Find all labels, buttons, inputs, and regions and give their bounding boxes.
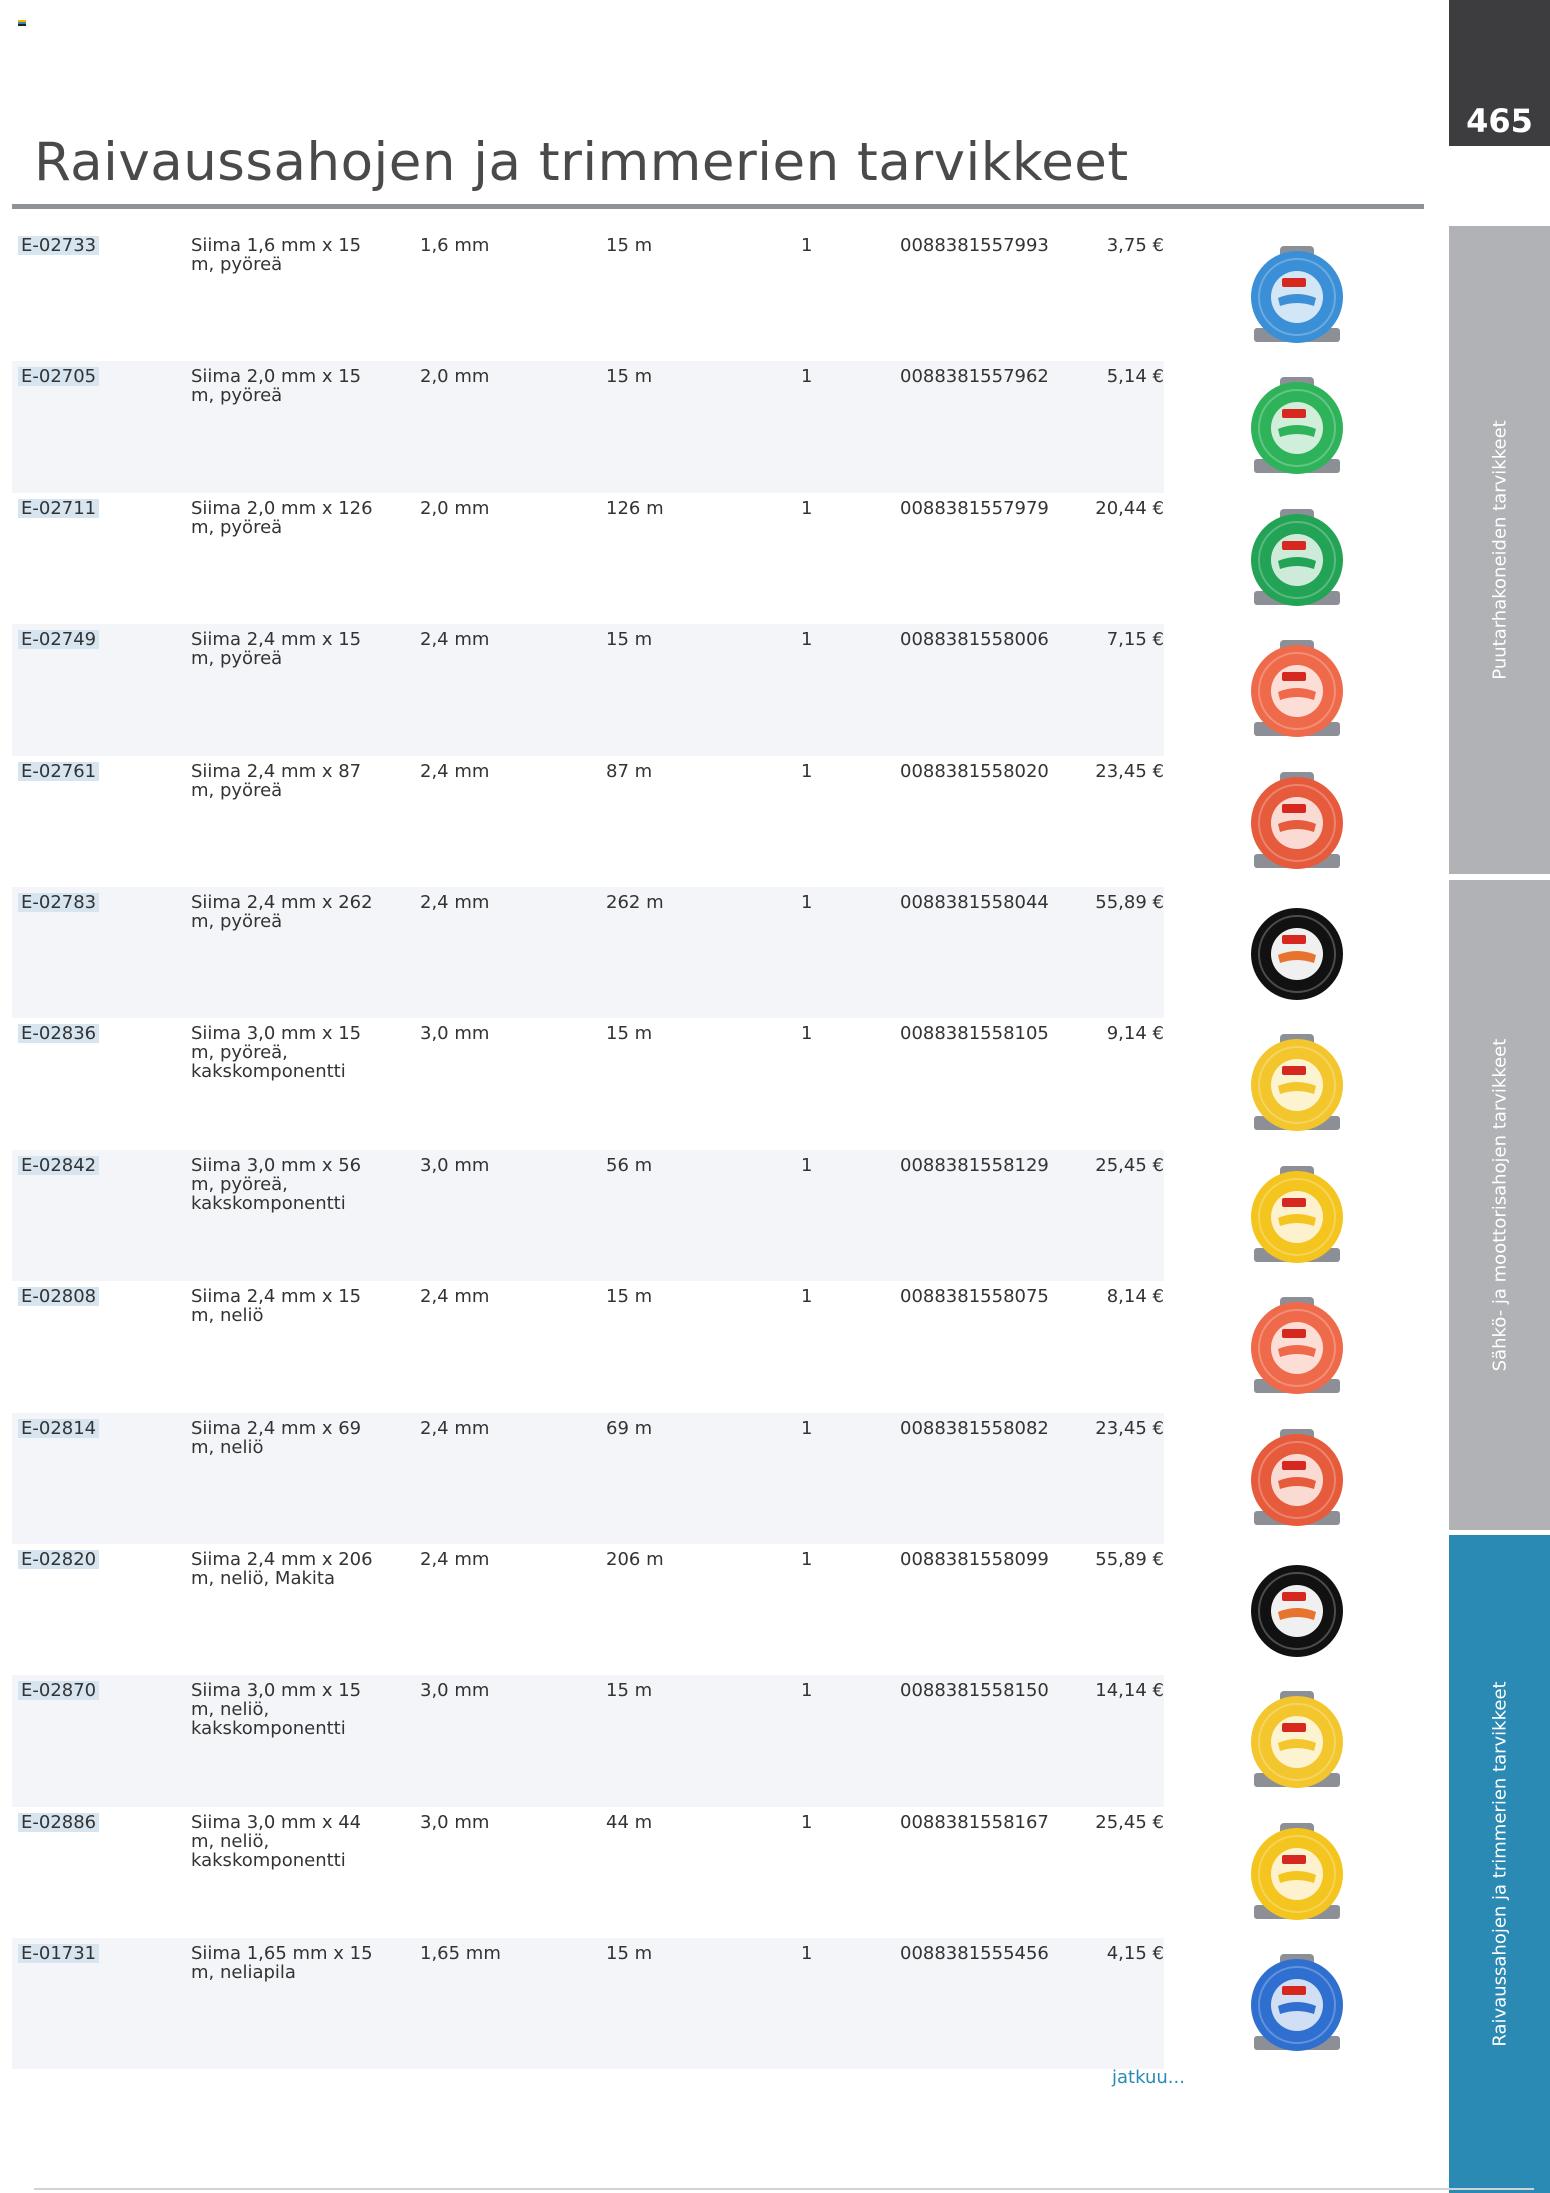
package-quantity: 1: [801, 1943, 813, 1965]
product-code: E-01731: [18, 1944, 99, 1963]
table-row: [12, 1150, 1164, 1281]
page-title: Raivaussahojen ja trimmerien tarvikkeet: [34, 132, 1129, 193]
product-price: 8,14 €: [1106, 1286, 1164, 1308]
table-row: [12, 1413, 1164, 1544]
ean-code: 0088381558075: [900, 1286, 1049, 1308]
package-quantity: 1: [801, 1286, 813, 1308]
product-price: 9,14 €: [1106, 1023, 1164, 1045]
corner-color-mark: [18, 20, 26, 26]
table-row: [12, 887, 1164, 1018]
line-diameter: 1,65 mm: [420, 1943, 501, 1965]
package-quantity: 1: [801, 629, 813, 651]
product-price: 14,14 €: [1095, 1680, 1164, 1702]
line-diameter: 2,4 mm: [420, 891, 490, 913]
side-tab-label: Puutarhakoneiden tarvikkeet: [1489, 420, 1510, 680]
product-price: 3,75 €: [1106, 235, 1164, 256]
line-diameter: 3,0 mm: [420, 1154, 490, 1176]
product-code: E-02733: [18, 236, 99, 255]
trimmer-line-spool-image: [1242, 636, 1352, 746]
product-price: 5,14 €: [1106, 366, 1164, 388]
product-description: Siima 3,0 mm x 15 m, pyöreä, kakskomponentti: [191, 1023, 362, 1083]
line-length: 15 m: [606, 1286, 653, 1308]
trimmer-line-spool-image: [1242, 1819, 1352, 1929]
line-diameter: 2,4 mm: [420, 1548, 490, 1570]
table-row: [12, 230, 1164, 361]
ean-code: 0088381558044: [900, 891, 1049, 913]
product-code: E-02870: [18, 1681, 99, 1700]
table-row: [12, 624, 1164, 755]
ean-code: 0088381557962: [900, 366, 1049, 388]
trimmer-line-spool-image: [1242, 768, 1352, 878]
side-tab-label: Raivaussahojen ja trimmerien tarvikkeet: [1489, 1681, 1510, 2047]
product-code: E-02711: [18, 499, 99, 518]
ean-code: 0088381558006: [900, 629, 1049, 651]
bottom-divider: [34, 2188, 1534, 2190]
product-description: Siima 2,4 mm x 87 m, pyöreä: [191, 760, 362, 801]
trimmer-line-spool-image: [1242, 1556, 1352, 1666]
page-number: 465: [1466, 102, 1533, 140]
package-quantity: 1: [801, 1548, 813, 1570]
line-diameter: 2,4 mm: [420, 629, 490, 651]
line-length: 87 m: [606, 760, 653, 782]
ean-code: 0088381557993: [900, 235, 1049, 256]
line-diameter: 3,0 mm: [420, 1023, 490, 1045]
product-price: 25,45 €: [1095, 1154, 1164, 1176]
line-length: 15 m: [606, 1023, 653, 1045]
package-quantity: 1: [801, 1023, 813, 1045]
trimmer-line-spool-image: [1242, 1425, 1352, 1535]
trimmer-line-spool-image: [1242, 373, 1352, 483]
product-price: 4,15 €: [1106, 1943, 1164, 1965]
table-row: [12, 361, 1164, 492]
line-length: 56 m: [606, 1154, 653, 1176]
ean-code: 0088381558150: [900, 1680, 1049, 1702]
product-price: 23,45 €: [1095, 760, 1164, 782]
product-table: [12, 230, 1164, 2069]
trimmer-line-spool-image: [1242, 1030, 1352, 1140]
line-diameter: 2,0 mm: [420, 497, 490, 519]
product-code: E-02820: [18, 1550, 99, 1569]
side-tab-saws[interactable]: [1449, 880, 1550, 1530]
line-length: 69 m: [606, 1417, 653, 1439]
product-description: Siima 3,0 mm x 44 m, neliö, kakskomponentti: [191, 1811, 362, 1871]
product-price: 7,15 €: [1106, 629, 1164, 651]
line-length: 15 m: [606, 629, 653, 651]
ean-code: 0088381557979: [900, 497, 1049, 519]
table-row: [12, 1544, 1164, 1675]
product-description: Siima 2,0 mm x 15 m, pyöreä: [191, 366, 362, 407]
package-quantity: 1: [801, 1417, 813, 1439]
product-price: 55,89 €: [1095, 1548, 1164, 1570]
product-description: Siima 2,4 mm x 262 m, pyöreä: [191, 891, 373, 932]
product-code: E-02836: [18, 1024, 99, 1043]
table-row: [12, 493, 1164, 624]
line-diameter: 1,6 mm: [420, 235, 490, 256]
product-code: E-02705: [18, 367, 99, 386]
side-tab-garden[interactable]: [1449, 226, 1550, 874]
product-price: 20,44 €: [1095, 497, 1164, 519]
table-row: [12, 1675, 1164, 1806]
ean-code: 0088381558167: [900, 1811, 1049, 1833]
line-diameter: 2,0 mm: [420, 366, 490, 388]
page-number-box: [1449, 0, 1550, 146]
product-code: E-02761: [18, 762, 99, 781]
line-length: 15 m: [606, 1943, 653, 1965]
trimmer-line-spool-image: [1242, 1293, 1352, 1403]
trimmer-line-spool-image: [1242, 1950, 1352, 2060]
product-description: Siima 2,4 mm x 69 m, neliö: [191, 1417, 362, 1458]
package-quantity: 1: [801, 1154, 813, 1176]
line-length: 126 m: [606, 497, 664, 519]
line-diameter: 2,4 mm: [420, 1417, 490, 1439]
trimmer-line-spool-image: [1242, 1162, 1352, 1272]
continues-link[interactable]: jatkuu...: [1112, 2067, 1185, 2088]
product-description: Siima 2,4 mm x 15 m, pyöreä: [191, 629, 362, 670]
trimmer-line-spool-image: [1242, 1687, 1352, 1797]
product-description: Siima 2,0 mm x 126 m, pyöreä: [191, 497, 373, 538]
trimmer-line-spool-image: [1242, 242, 1352, 352]
product-price: 25,45 €: [1095, 1811, 1164, 1833]
package-quantity: 1: [801, 366, 813, 388]
product-code: E-02814: [18, 1419, 99, 1438]
title-divider: [12, 204, 1424, 209]
ean-code: 0088381558105: [900, 1023, 1049, 1045]
package-quantity: 1: [801, 497, 813, 519]
product-description: Siima 2,4 mm x 206 m, neliö, Makita: [191, 1548, 373, 1589]
line-length: 262 m: [606, 891, 664, 913]
ean-code: 0088381558129: [900, 1154, 1049, 1176]
line-diameter: 3,0 mm: [420, 1680, 490, 1702]
line-length: 44 m: [606, 1811, 653, 1833]
product-description: Siima 1,6 mm x 15 m, pyöreä: [191, 235, 362, 275]
product-price: 23,45 €: [1095, 1417, 1164, 1439]
product-description: Siima 3,0 mm x 56 m, pyöreä, kakskomponentti: [191, 1154, 362, 1214]
package-quantity: 1: [801, 891, 813, 913]
product-code: E-02749: [18, 630, 99, 649]
product-description: Siima 3,0 mm x 15 m, neliö, kakskomponentti: [191, 1680, 362, 1740]
package-quantity: 1: [801, 760, 813, 782]
trimmer-line-spool-image: [1242, 899, 1352, 1009]
side-tab-trimmers[interactable]: [1449, 1535, 1550, 2193]
product-description: Siima 1,65 mm x 15 m, neliapila: [191, 1943, 373, 1984]
line-diameter: 2,4 mm: [420, 1286, 490, 1308]
product-price: 55,89 €: [1095, 891, 1164, 913]
line-diameter: 3,0 mm: [420, 1811, 490, 1833]
line-length: 15 m: [606, 1680, 653, 1702]
table-row: [12, 1281, 1164, 1412]
line-diameter: 2,4 mm: [420, 760, 490, 782]
package-quantity: 1: [801, 235, 813, 256]
table-row: [12, 1938, 1164, 2069]
product-description: Siima 2,4 mm x 15 m, neliö: [191, 1286, 362, 1327]
ean-code: 0088381558020: [900, 760, 1049, 782]
table-row: [12, 1018, 1164, 1149]
package-quantity: 1: [801, 1811, 813, 1833]
package-quantity: 1: [801, 1680, 813, 1702]
line-length: 206 m: [606, 1548, 664, 1570]
product-code: E-02842: [18, 1156, 99, 1175]
line-length: 15 m: [606, 235, 653, 256]
line-length: 15 m: [606, 366, 653, 388]
product-code: E-02783: [18, 893, 99, 912]
ean-code: 0088381555456: [900, 1943, 1049, 1965]
ean-code: 0088381558082: [900, 1417, 1049, 1439]
ean-code: 0088381558099: [900, 1548, 1049, 1570]
table-row: [12, 1807, 1164, 1938]
side-tab-label: Sähkö- ja moottorisahojen tarvikkeet: [1489, 1038, 1510, 1372]
product-code: E-02886: [18, 1813, 99, 1832]
table-row: [12, 756, 1164, 887]
trimmer-line-spool-image: [1242, 505, 1352, 615]
product-code: E-02808: [18, 1287, 99, 1306]
